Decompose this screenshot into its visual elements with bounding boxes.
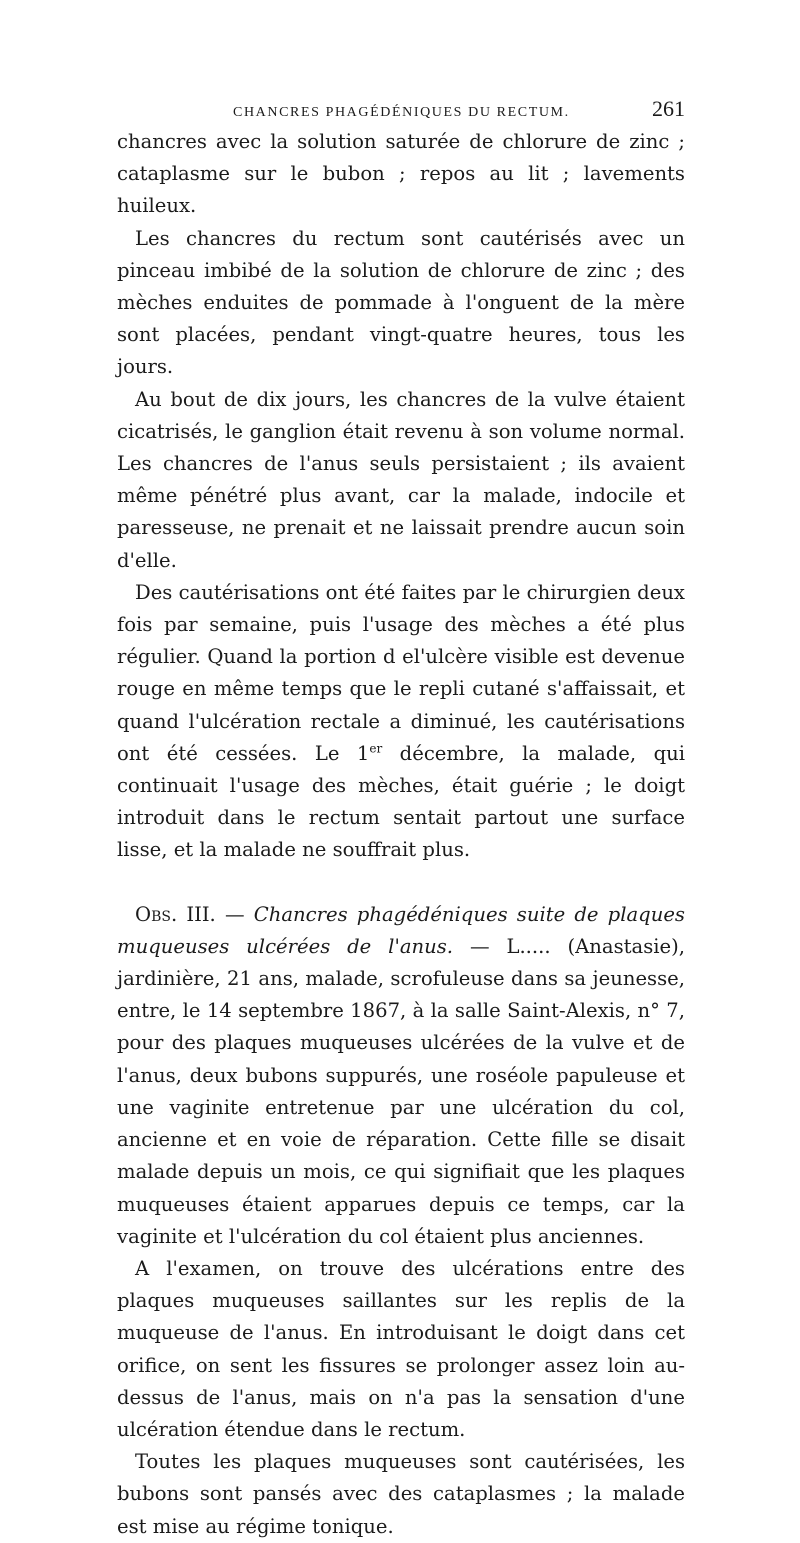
running-title: CHANCRES PHAGÉDÉNIQUES DU RECTUM. [233, 105, 570, 120]
page-number: 261 [652, 96, 685, 121]
observation-body: L..... (Anastasie), jardinière, 21 ans, malade, scrofuleuse dans sa jeunesse, entre, le 14 septembre 1867, à la salle Saint-Alexis, n° 7, pour des plaques muqueuses ulcérées de la vulve et de l'anus, deux bubons suppurés, une roséole papuleuse et une vaginite entretenue par une ulcération du col, ancienne et en voie de réparation. Cette fille se disait malade depuis un mois, ce qui signifiait que les plaques muqueuses étaient apparues depuis ce temps, car la vaginite et l'ulcération du col étaient plus anciennes. [117, 934, 685, 1248]
paragraph-2: Les chancres du rectum sont cautérisés avec un pinceau imbibé de la solution de chlorure de zinc ; des mèches enduites de pommade à l'onguent de la mère sont placées, pendant vingt-quatre heures, tous les jours. [117, 226, 685, 379]
observation-dash: — [215, 902, 254, 926]
section-gap [117, 867, 685, 899]
book-page [117, 96, 685, 1543]
ordinal-superscript: er [369, 741, 383, 756]
observation-paragraph [117, 899, 685, 1253]
paragraph-4-text-b: décembre, la malade, qui continuait l'usage des mèches, était guérie ; le doigt introduit dans le rectum sentait partout une surface lisse, et la malade ne souffrait plus. [117, 741, 686, 862]
observation-title: Chancres phagédéniques suite de plaques muqueuses ulcérées de l'anus. [117, 902, 685, 958]
paragraph-6: A l'examen, on trouve des ulcérations entre des plaques muqueuses saillantes sur les replis de la muqueuse de l'anus. En introduisant le doigt dans cet orifice, on sent les fissures se prolonger assez loin au-dessus de l'anus, mais on n'a pas la sensation d'une ulcération étendue dans le rectum. [117, 1256, 685, 1441]
paragraph-7: Toutes les plaques muqueuses sont cautérisées, les bubons sont pansés avec des cataplasmes ; la malade est mise au régime tonique. [117, 1450, 685, 1538]
paragraph-4-text-a: Des cautérisations ont été faites par le chirurgien deux fois par semaine, puis l'usage des mèches a été plus régulier. Quand la portion d el'ulcère visible est devenue rouge en même temps que le repli cutané s'affaissait, et quand l'ulcération rectale a diminué, les cautérisations ont été cessées. Le 1 [117, 580, 685, 765]
observation-label: Obs. III. [135, 902, 216, 926]
body-text [117, 126, 685, 1543]
page-header [117, 96, 685, 126]
paragraph-4 [117, 577, 685, 867]
paragraph-1: chancres avec la solution saturée de chlorure de zinc ; cataplasme sur le bubon ; repos au lit ; lavements huileux. [117, 130, 685, 218]
observation-dash-2: — [453, 934, 507, 958]
paragraph-3: Au bout de dix jours, les chancres de la vulve étaient cicatrisés, le ganglion était revenu à son volume normal. Les chancres de l'anus seuls persistaient ; ils avaient même pénétré plus avant, car la malade, indocile et paresseuse, ne prenait et ne laissait prendre aucun soin d'elle. [117, 387, 685, 572]
